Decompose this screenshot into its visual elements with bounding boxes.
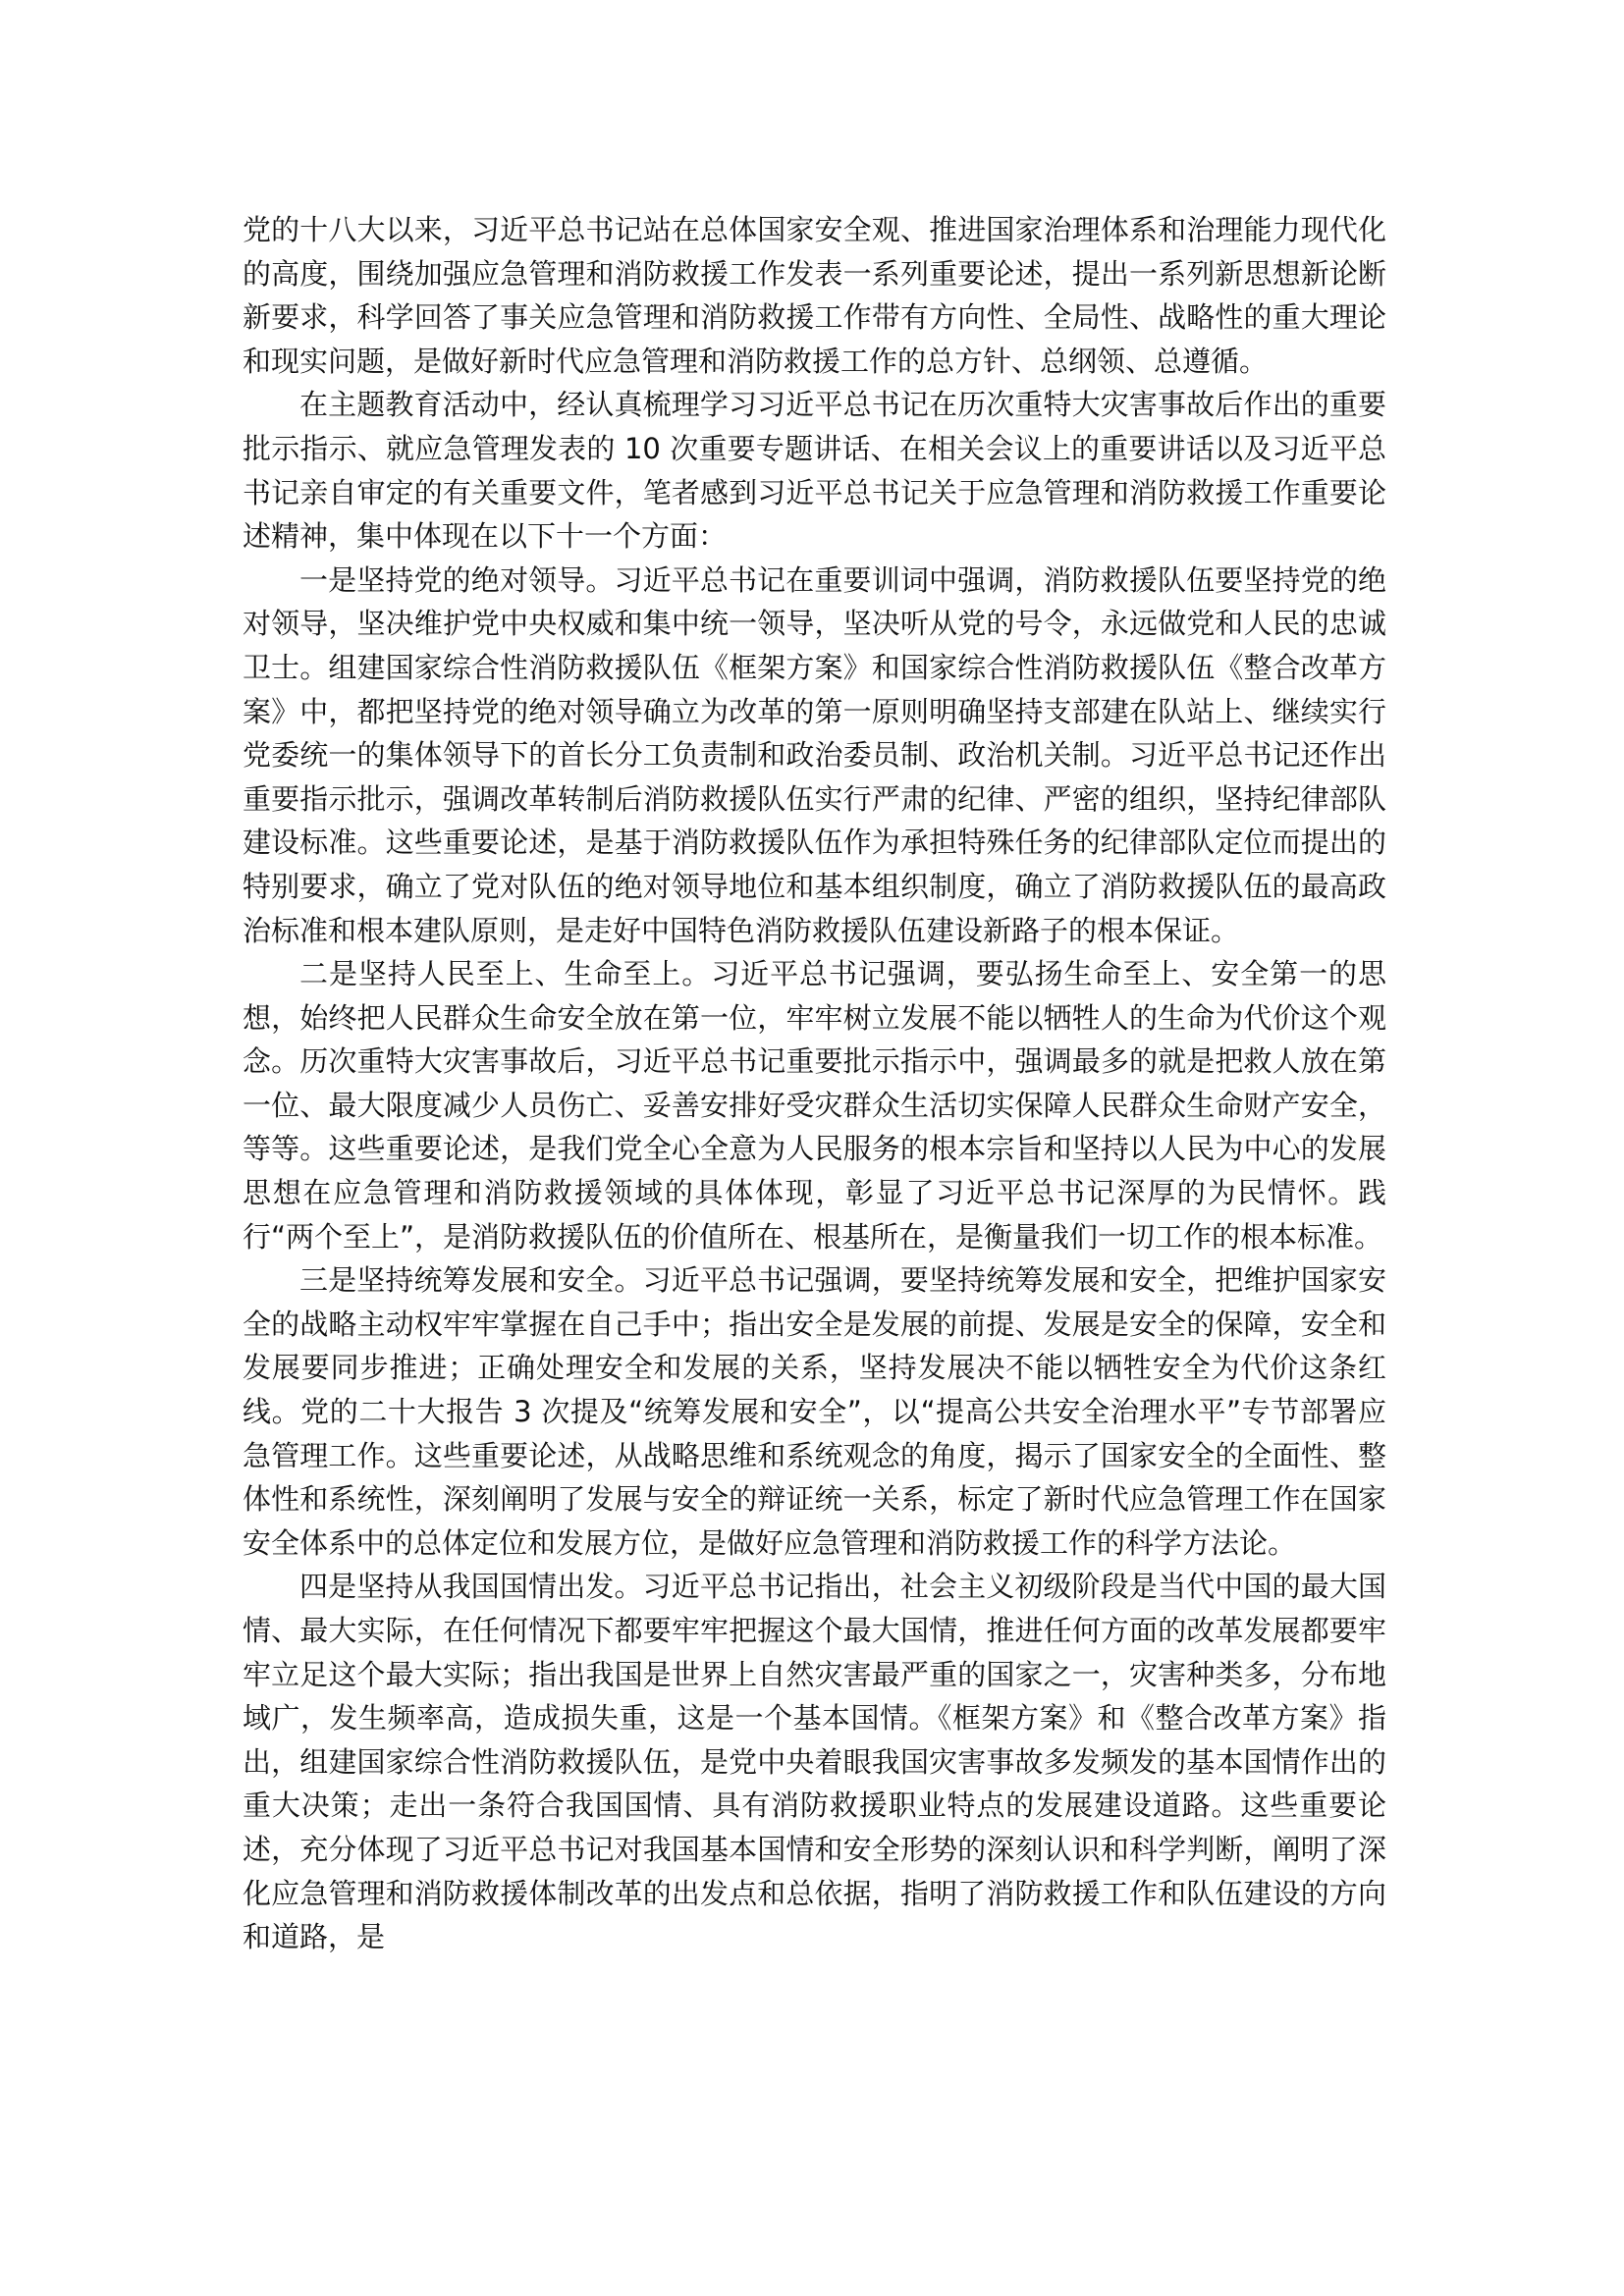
paragraph-point-3: 三是坚持统筹发展和安全。习近平总书记强调，要坚持统筹发展和安全，把维护国家安全的战略主动权牢牢掌握在自己手中；指出安全是发展的前提、发展是安全的保障，安全和发展要同步推进；正确处理安全和发展的关系，坚持发展决不能以牺牲安全为代价这条红线。党的二十大报告 3 次提及“统筹发展和安全”，以“提高公共安全治理水平”专节部署应急管理工作。这些重要论述，从战略思维和系统观念的角度，揭示了国家安全的全面性、整体性和系统性，深刻阐明了发展与安全的辩证统一关系，标定了新时代应急管理工作在国家安全体系中的总体定位和发展方位，是做好应急管理和消防救援工作的科学方法论。 xyxy=(243,1263,1386,1560)
paragraph-point-2: 二是坚持人民至上、生命至上。习近平总书记强调，要弘扬生命至上、安全第一的思想，始终把人民群众生命安全放在第一位，牢牢树立发展不能以牺牲人的生命为代价这个观念。历次重特大灾害事故后，习近平总书记重要批示指示中，强调最多的就是把救人放在第一位、最大限度减少人员伤亡、妥善安排好受灾群众生活切实保障人民群众生命财产安全，等等。这些重要论述，是我们党全心全意为人民服务的根本宗旨和坚持以人民为中心的发展思想在应急管理和消防救援领域的具体体现，彰显了习近平总书记深厚的为民情怀。践行“两个至上”，是消防救援队伍的价值所在、根基所在，是衡量我们一切工作的根本标准。 xyxy=(243,957,1386,1254)
document-page xyxy=(243,208,1386,1959)
paragraph-point-1: 一是坚持党的绝对领导。习近平总书记在重要训词中强调，消防救援队伍要坚持党的绝对领导，坚决维护党中央权威和集中统一领导，坚决听从党的号令，永远做党和人民的忠诚卫士。组建国家综合性消防救援队伍《框架方案》和国家综合性消防救援队伍《整合改革方案》中，都把坚持党的绝对领导确立为改革的第一原则明确坚持支部建在队站上、继续实行党委统一的集体领导下的首长分工负责制和政治委员制、政治机关制。习近平总书记还作出重要指示批示，强调改革转制后消防救援队伍实行严肃的纪律、严密的组织，坚持纪律部队建设标准。这些重要论述，是基于消防救援队伍作为承担特殊任务的纪律部队定位而提出的特别要求，确立了党对队伍的绝对领导地位和基本组织制度，确立了消防救援队伍的最高政治标准和根本建队原则，是走好中国特色消防救援队伍建设新路子的根本保证。 xyxy=(243,562,1386,947)
paragraph-overview: 在主题教育活动中，经认真梳理学习习近平总书记在历次重特大灾害事故后作出的重要批示指示、就应急管理发表的 10 次重要专题讲话、在相关会议上的重要讲话以及习近平总书记亲自审定的有关重要文件，笔者感到习近平总书记关于应急管理和消防救援工作重要论述精神，集中体现在以下十一个方面： xyxy=(243,388,1386,554)
paragraph-point-4: 四是坚持从我国国情出发。习近平总书记指出，社会主义初级阶段是当代中国的最大国情、最大实际，在任何情况下都要牢牢把握这个最大国情，推进任何方面的改革发展都要牢牢立足这个最大实际；指出我国是世界上自然灾害最严重的国家之一，灾害种类多，分布地域广，发生频率高，造成损失重，这是一个基本国情。《框架方案》和《整合改革方案》指出，组建国家综合性消防救援队伍，是党中央着眼我国灾害事故多发频发的基本国情作出的重大决策；走出一条符合我国国情、具有消防救援职业特点的发展建设道路。这些重要论述，充分体现了习近平总书记对我国基本国情和安全形势的深刻认识和科学判断，阐明了深化应急管理和消防救援体制改革的出发点和总依据，指明了消防救援工作和队伍建设的方向和道路，是 xyxy=(243,1570,1386,1954)
paragraph-intro: 党的十八大以来，习近平总书记站在总体国家安全观、推进国家治理体系和治理能力现代化的高度，围绕加强应急管理和消防救援工作发表一系列重要论述，提出一系列新思想新论断新要求，科学回答了事关应急管理和消防救援工作带有方向性、全局性、战略性的重大理论和现实问题，是做好新时代应急管理和消防救援工作的总方针、总纲领、总遵循。 xyxy=(243,213,1386,378)
